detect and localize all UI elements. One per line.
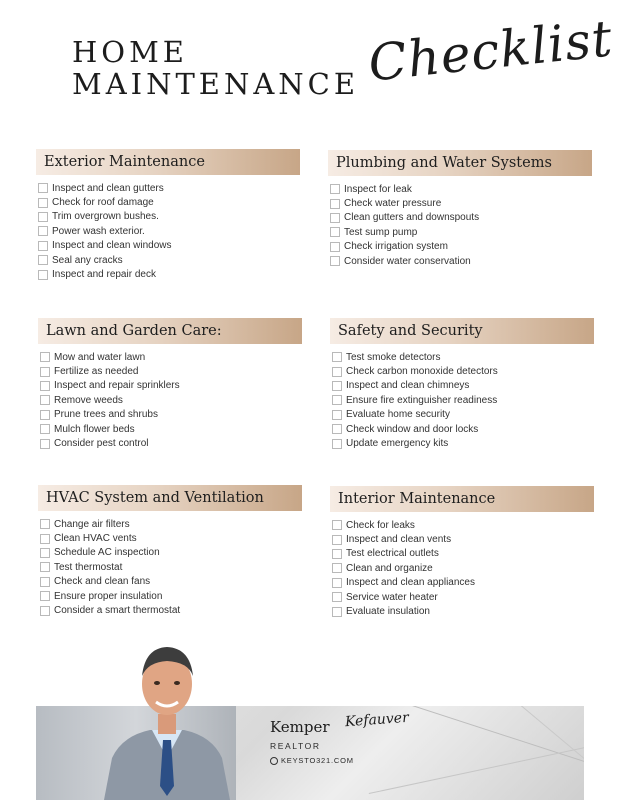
checklist-item-label: Clean HVAC vents <box>54 533 137 545</box>
checklist-item-label: Check irrigation system <box>344 241 448 253</box>
checklist-item-label: Test sump pump <box>344 226 418 238</box>
checklist <box>38 517 302 618</box>
checkbox[interactable] <box>330 213 340 223</box>
checklist-item-label: Remove weeds <box>54 394 123 406</box>
section-lawn-garden <box>38 318 302 451</box>
checklist-item <box>40 379 302 393</box>
agent-photo <box>100 636 234 800</box>
agent-website[interactable] <box>270 756 354 765</box>
checkbox[interactable] <box>332 607 342 617</box>
section-header: HVAC System and Ventilation <box>38 485 302 511</box>
checklist-item <box>332 364 594 378</box>
checklist-item-label: Schedule AC inspection <box>54 547 160 559</box>
checklist-item <box>38 239 300 253</box>
checklist-item <box>332 393 594 407</box>
checklist-item-label: Inspect for leak <box>344 183 412 195</box>
checklist-item <box>330 182 592 196</box>
checkbox[interactable] <box>40 381 50 391</box>
checklist-item <box>330 196 592 210</box>
checklist-item <box>40 560 302 574</box>
checklist-item-label: Mow and water lawn <box>54 351 146 363</box>
checklist-item <box>330 211 592 225</box>
checkbox[interactable] <box>330 256 340 266</box>
checklist-item <box>40 436 302 450</box>
checkbox[interactable] <box>332 367 342 377</box>
checklist-item-label: Inspect and repair sprinklers <box>54 380 180 392</box>
checkbox[interactable] <box>332 381 342 391</box>
checklist-item-label: Evaluate home security <box>346 409 450 421</box>
checkbox[interactable] <box>40 519 50 529</box>
checklist-item <box>40 364 302 378</box>
section-header: Exterior Maintenance <box>36 149 300 175</box>
section-exterior-maintenance <box>36 149 300 282</box>
checkbox[interactable] <box>332 535 342 545</box>
checkbox[interactable] <box>38 270 48 280</box>
checklist-item <box>332 547 594 561</box>
checklist-item-label: Inspect and clean gutters <box>52 182 164 194</box>
checklist-item <box>330 240 592 254</box>
checkbox[interactable] <box>40 424 50 434</box>
checkbox[interactable] <box>40 562 50 572</box>
checkbox[interactable] <box>40 548 50 558</box>
checklist-item-label: Inspect and repair deck <box>52 269 156 281</box>
agent-name: Kemper <box>270 718 330 736</box>
checklist-item-label: Inspect and clean windows <box>52 240 172 252</box>
agent-role: REALTOR <box>270 741 321 751</box>
section-header: Safety and Security <box>330 318 594 344</box>
checkbox[interactable] <box>40 439 50 449</box>
checkbox[interactable] <box>330 227 340 237</box>
checklist-item-label: Consider pest control <box>54 438 149 450</box>
page-title <box>72 36 359 100</box>
checklist-item <box>40 408 302 422</box>
checklist-item-label: Evaluate insulation <box>346 606 430 618</box>
checklist-item-label: Consider water conservation <box>344 255 471 267</box>
checklist-item <box>332 436 594 450</box>
checklist-item <box>332 408 594 422</box>
checklist-item <box>40 422 302 436</box>
checklist-item <box>332 379 594 393</box>
checklist-item <box>40 603 302 617</box>
checklist-item-label: Check for leaks <box>346 519 415 531</box>
section-interior-maintenance <box>330 486 594 619</box>
checkbox[interactable] <box>332 563 342 573</box>
checklist-item <box>38 224 300 238</box>
checkbox[interactable] <box>38 198 48 208</box>
checklist-item-label: Power wash exterior. <box>52 225 145 237</box>
checklist-item <box>332 604 594 618</box>
checkbox[interactable] <box>38 226 48 236</box>
checklist-item <box>40 393 302 407</box>
checklist-item <box>40 546 302 560</box>
checkbox[interactable] <box>38 212 48 222</box>
checkbox[interactable] <box>332 352 342 362</box>
checkbox[interactable] <box>38 255 48 265</box>
checklist-item-label: Ensure proper insulation <box>54 590 163 602</box>
checkbox[interactable] <box>38 241 48 251</box>
checklist-item <box>40 350 302 364</box>
agent-website-text: KEYSTO321.COM <box>281 756 354 765</box>
checklist-item <box>330 225 592 239</box>
checklist-item-label: Check carbon monoxide detectors <box>346 366 498 378</box>
checklist-item-label: Test smoke detectors <box>346 351 441 363</box>
checklist-item <box>332 532 594 546</box>
checklist-item-label: Check window and door locks <box>346 423 479 435</box>
checkbox[interactable] <box>40 367 50 377</box>
section-header: Lawn and Garden Care: <box>38 318 302 344</box>
checklist <box>330 518 594 619</box>
checklist-item-label: Clean and organize <box>346 562 433 574</box>
section-plumbing-water <box>328 150 592 268</box>
checkbox[interactable] <box>332 520 342 530</box>
checklist-item <box>332 561 594 575</box>
checklist-item <box>332 350 594 364</box>
checklist-item <box>40 589 302 603</box>
title-line-home: HOME <box>72 35 188 69</box>
checklist-item <box>332 590 594 604</box>
checklist-item-label: Change air filters <box>54 518 130 530</box>
checkbox[interactable] <box>40 410 50 420</box>
checklist-item <box>38 181 300 195</box>
checklist-item-label: Check and clean fans <box>54 576 151 588</box>
checklist-item-label: Clean gutters and downspouts <box>344 212 480 224</box>
checklist-item-label: Trim overgrown bushes. <box>52 211 159 223</box>
checklist <box>330 350 594 451</box>
checkbox[interactable] <box>332 424 342 434</box>
checklist-item <box>38 253 300 267</box>
checklist-item-label: Prune trees and shrubs <box>54 409 158 421</box>
checkbox[interactable] <box>332 592 342 602</box>
checkbox[interactable] <box>40 395 50 405</box>
checklist-item-label: Service water heater <box>346 591 438 603</box>
checklist-item-label: Inspect and clean chimneys <box>346 380 470 392</box>
checklist <box>36 181 300 282</box>
checkbox[interactable] <box>332 410 342 420</box>
checklist-item <box>332 518 594 532</box>
checkbox[interactable] <box>40 606 50 616</box>
checklist-item <box>332 422 594 436</box>
section-header: Interior Maintenance <box>330 486 594 512</box>
section-safety-security <box>330 318 594 451</box>
checkbox[interactable] <box>40 591 50 601</box>
globe-icon <box>270 757 278 765</box>
title-line-maintenance: MAINTENANCE <box>72 67 360 101</box>
checkbox[interactable] <box>330 199 340 209</box>
checklist-item <box>40 575 302 589</box>
checklist-item-label: Test thermostat <box>54 561 123 573</box>
checklist-item-label: Fertilize as needed <box>54 366 139 378</box>
checkbox[interactable] <box>332 549 342 559</box>
checkbox[interactable] <box>332 578 342 588</box>
checklist-item-label: Mulch flower beds <box>54 423 135 435</box>
checklist-item-label: Update emergency kits <box>346 438 449 450</box>
section-hvac <box>38 485 302 618</box>
checklist-item <box>38 210 300 224</box>
checkbox[interactable] <box>330 184 340 194</box>
checklist <box>328 182 592 268</box>
checklist-item <box>38 195 300 209</box>
checklist-item-label: Check for roof damage <box>52 197 154 209</box>
checkbox[interactable] <box>332 439 342 449</box>
agent-signature: Kefauver <box>344 709 410 731</box>
checkbox[interactable] <box>332 395 342 405</box>
checklist <box>38 350 302 451</box>
checklist-item <box>40 531 302 545</box>
script-title: Checklist <box>365 9 616 93</box>
checklist-item-label: Check water pressure <box>344 198 442 210</box>
checklist-item-label: Ensure fire extinguisher readiness <box>346 394 498 406</box>
checklist-item-label: Seal any cracks <box>52 254 123 266</box>
checklist-item-label: Inspect and clean appliances <box>346 577 475 589</box>
checkbox[interactable] <box>40 577 50 587</box>
section-header: Plumbing and Water Systems <box>328 150 592 176</box>
checklist-item-label: Test electrical outlets <box>346 548 439 560</box>
checklist-item <box>40 517 302 531</box>
checkbox[interactable] <box>40 534 50 544</box>
checkbox[interactable] <box>330 242 340 252</box>
checklist-item <box>332 576 594 590</box>
checkbox[interactable] <box>40 352 50 362</box>
checklist-item <box>330 254 592 268</box>
checklist-item-label: Consider a smart thermostat <box>54 605 181 617</box>
checkbox[interactable] <box>38 183 48 193</box>
checklist-item <box>38 267 300 281</box>
checklist-item-label: Inspect and clean vents <box>346 534 452 546</box>
